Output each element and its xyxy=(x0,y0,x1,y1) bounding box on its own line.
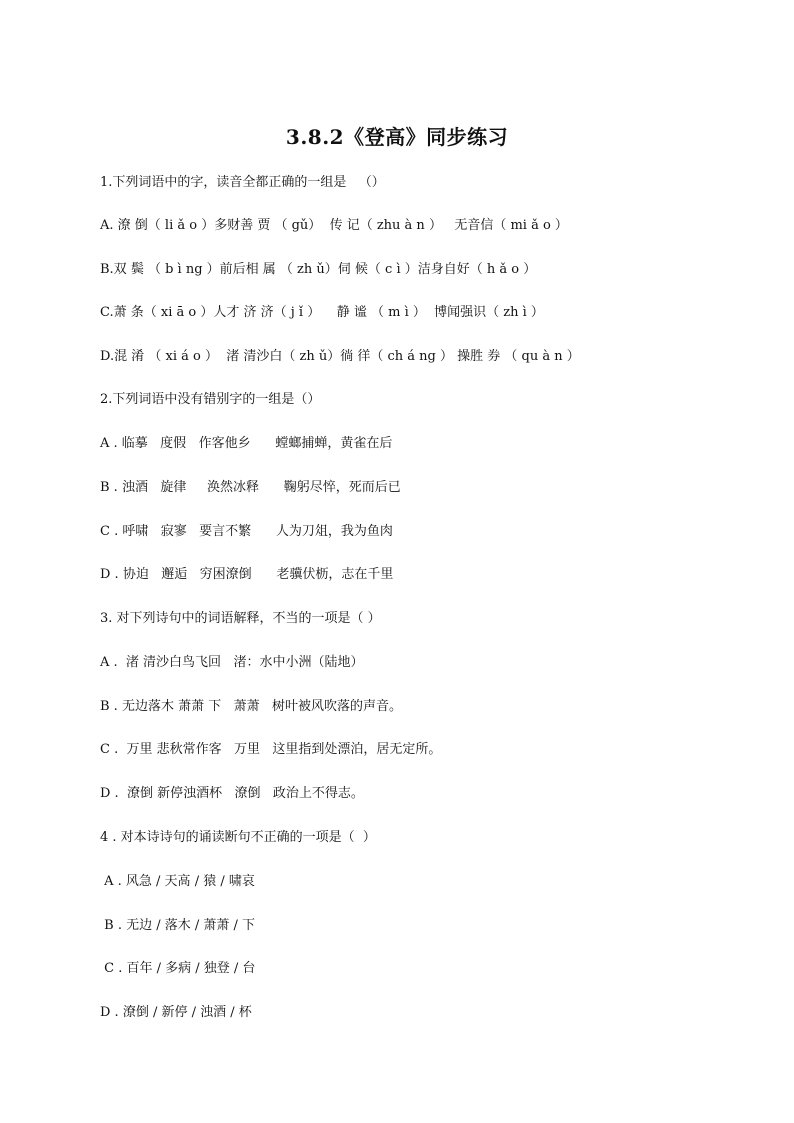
question-1-option-a: A. 潦 倒（ li ǎ o ）多财善 贾 （ gǔ） 传 记（ zhu à n ） 无音信（ mi ǎ o ） xyxy=(100,218,568,233)
question-3-option-b: B . 无边落木 萧萧 下 萧萧 树叶被风吹落的声音。 xyxy=(100,699,403,714)
question-3-option-a: A . 渚 清沙白鸟飞回 渚：水中小洲（陆地） xyxy=(100,655,364,670)
question-1-option-c: C.萧 条（ xi ā o ）人才 济 济（ j ǐ ） 静 谧 （ m ì ） 博闻强识（ zh ì ） xyxy=(100,305,544,320)
question-4-option-a: A . 风急 / 天高 / 猿 / 啸哀 xyxy=(100,874,255,889)
question-1-option-d: D.混 淆 （ xi á o ） 渚 清沙白（ zh ǔ）徜 徉（ ch á ng ） 操胜 券 （ qu à n ） xyxy=(100,349,580,364)
page-title: 3.8.2《登高》同步练习 xyxy=(285,125,509,149)
question-4-option-d: D . 潦倒 / 新停 / 浊酒 / 杯 xyxy=(100,1005,252,1020)
question-4-option-b: B . 无边 / 落木 / 萧萧 / 下 xyxy=(100,918,256,933)
question-2-option-a: A . 临摹 度假 作客他乡 螳螂捕蝉，黄雀在后 xyxy=(100,436,393,451)
question-2-stem: 2.下列词语中没有错别字的一组是（） xyxy=(100,392,321,407)
question-4-option-c: C . 百年 / 多病 / 独登 / 台 xyxy=(100,961,256,976)
question-3-option-c: C . 万里 悲秋常作客 万里 这里指到处漂泊，居无定所。 xyxy=(100,742,442,757)
question-4-stem: 4 . 对本诗诗句的诵读断句不正确的一项是（ ） xyxy=(100,830,376,845)
question-1-stem: 1.下列词语中的字，读音全都正确的一组是 （） xyxy=(100,175,385,190)
question-2-option-c: C . 呼啸 寂寥 要言不繁 人为刀俎，我为鱼肉 xyxy=(100,524,393,539)
question-3-stem: 3. 对下列诗句中的词语解释，不当的一项是（ ） xyxy=(100,611,381,626)
question-1-option-b: B.双 鬓 （ b ì ng ）前后相 属 （ zh ǔ）伺 候（ c ì ）洁身自好（ h ǎ o ） xyxy=(100,262,537,277)
question-3-option-d: D . 潦倒 新停浊酒杯 潦倒 政治上不得志。 xyxy=(100,786,364,801)
question-2-option-b: B . 浊酒 旋律 涣然冰释 鞠躬尽悴，死而后已 xyxy=(100,480,401,495)
question-2-option-d: D . 协迫 邂逅 穷困潦倒 老骥伏枥，志在千里 xyxy=(100,567,394,582)
